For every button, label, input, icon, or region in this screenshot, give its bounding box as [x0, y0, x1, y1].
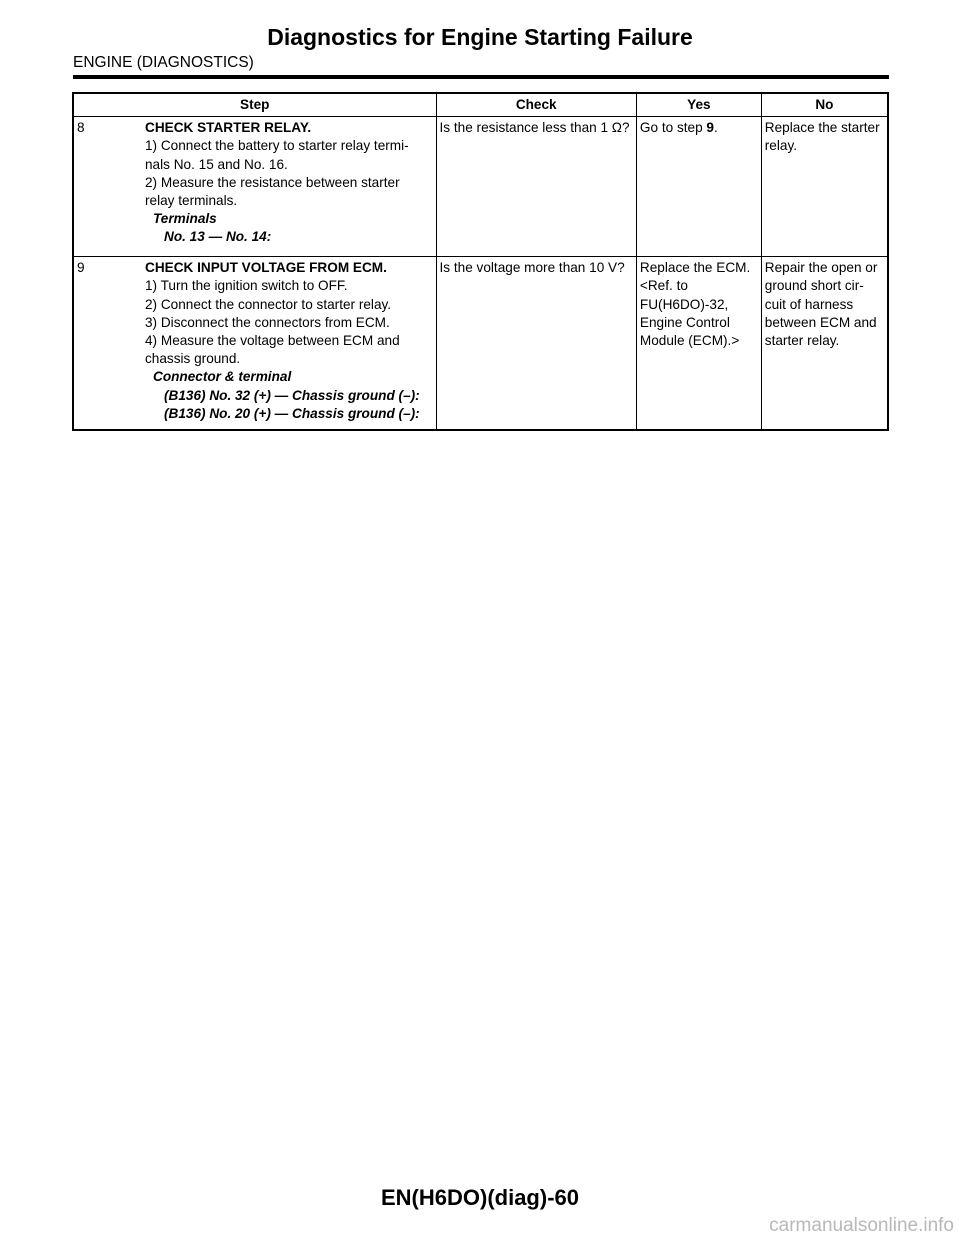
- yes-line: FU(H6DO)-32,: [639, 296, 729, 312]
- yes-text: Go to step: [639, 120, 707, 136]
- check-cell: Is the voltage more than 10 V?: [436, 257, 636, 430]
- no-cell: Replace the starter relay.: [761, 117, 888, 257]
- no-cell: [761, 257, 888, 430]
- header-rule: [73, 75, 889, 79]
- step-cell: [73, 117, 436, 257]
- check-cell: Is the resistance less than 1 Ω?: [436, 117, 636, 257]
- column-header-yes: Yes: [636, 93, 761, 117]
- yes-line: Engine Control: [639, 314, 730, 330]
- no-line: ground short cir-: [764, 278, 864, 294]
- diagnostic-table: [72, 92, 889, 431]
- terminal-spec: (B136) No. 20 (+) — Chassis ground (–):: [164, 405, 420, 421]
- yes-line: <Ref. to: [639, 278, 688, 294]
- step-number: 8: [77, 120, 85, 136]
- section-label: ENGINE (DIAGNOSTICS): [73, 54, 254, 71]
- yes-line: Module (ECM).>: [639, 333, 740, 349]
- yes-step-link: 9: [706, 120, 714, 136]
- terminal-spec: No. 13 — No. 14:: [164, 229, 272, 245]
- page-id: EN(H6DO)(diag)-60: [380, 1185, 579, 1210]
- terminal-heading: Terminals: [153, 211, 217, 227]
- step-instruction: 4) Measure the voltage between ECM and chassis ground.: [145, 333, 400, 367]
- step-instruction: 1) Turn the ignition switch to OFF.: [145, 278, 348, 294]
- step-instruction: 3) Disconnect the connectors from ECM.: [145, 314, 390, 330]
- step-name: CHECK STARTER RELAY.: [145, 120, 312, 136]
- page-title: Diagnostics for Engine Starting Failure: [267, 24, 693, 50]
- column-header-check: Check: [436, 93, 636, 117]
- yes-line: Replace the ECM.: [639, 260, 751, 276]
- yes-cell: [636, 117, 761, 257]
- step-cell: [73, 257, 436, 430]
- column-header-no: No: [761, 93, 888, 117]
- column-header-step: Step: [73, 93, 436, 117]
- terminal-spec: (B136) No. 32 (+) — Chassis ground (–):: [164, 387, 420, 403]
- step-name: CHECK INPUT VOLTAGE FROM ECM.: [145, 260, 387, 276]
- step-instruction: 2) Connect the connector to starter relay.: [145, 296, 392, 312]
- table-row: [73, 117, 888, 257]
- no-line: Repair the open or: [764, 260, 878, 276]
- no-line: between ECM and: [764, 314, 877, 330]
- table-header-row: [73, 93, 888, 117]
- step-instruction: 1) Connect the battery to starter relay termi-nals No. 15 and No. 16.: [145, 138, 409, 172]
- step-number: 9: [77, 260, 85, 276]
- yes-text-suffix: .: [713, 120, 718, 136]
- watermark: carmanualsonline.info: [769, 1215, 954, 1236]
- no-line: starter relay.: [764, 333, 840, 349]
- terminal-heading: Connector & terminal: [153, 369, 292, 385]
- yes-cell: [636, 257, 761, 430]
- step-instruction: 2) Measure the resistance between starter relay terminals.: [145, 174, 400, 209]
- no-line: cuit of harness: [764, 296, 854, 312]
- table-row: [73, 257, 888, 430]
